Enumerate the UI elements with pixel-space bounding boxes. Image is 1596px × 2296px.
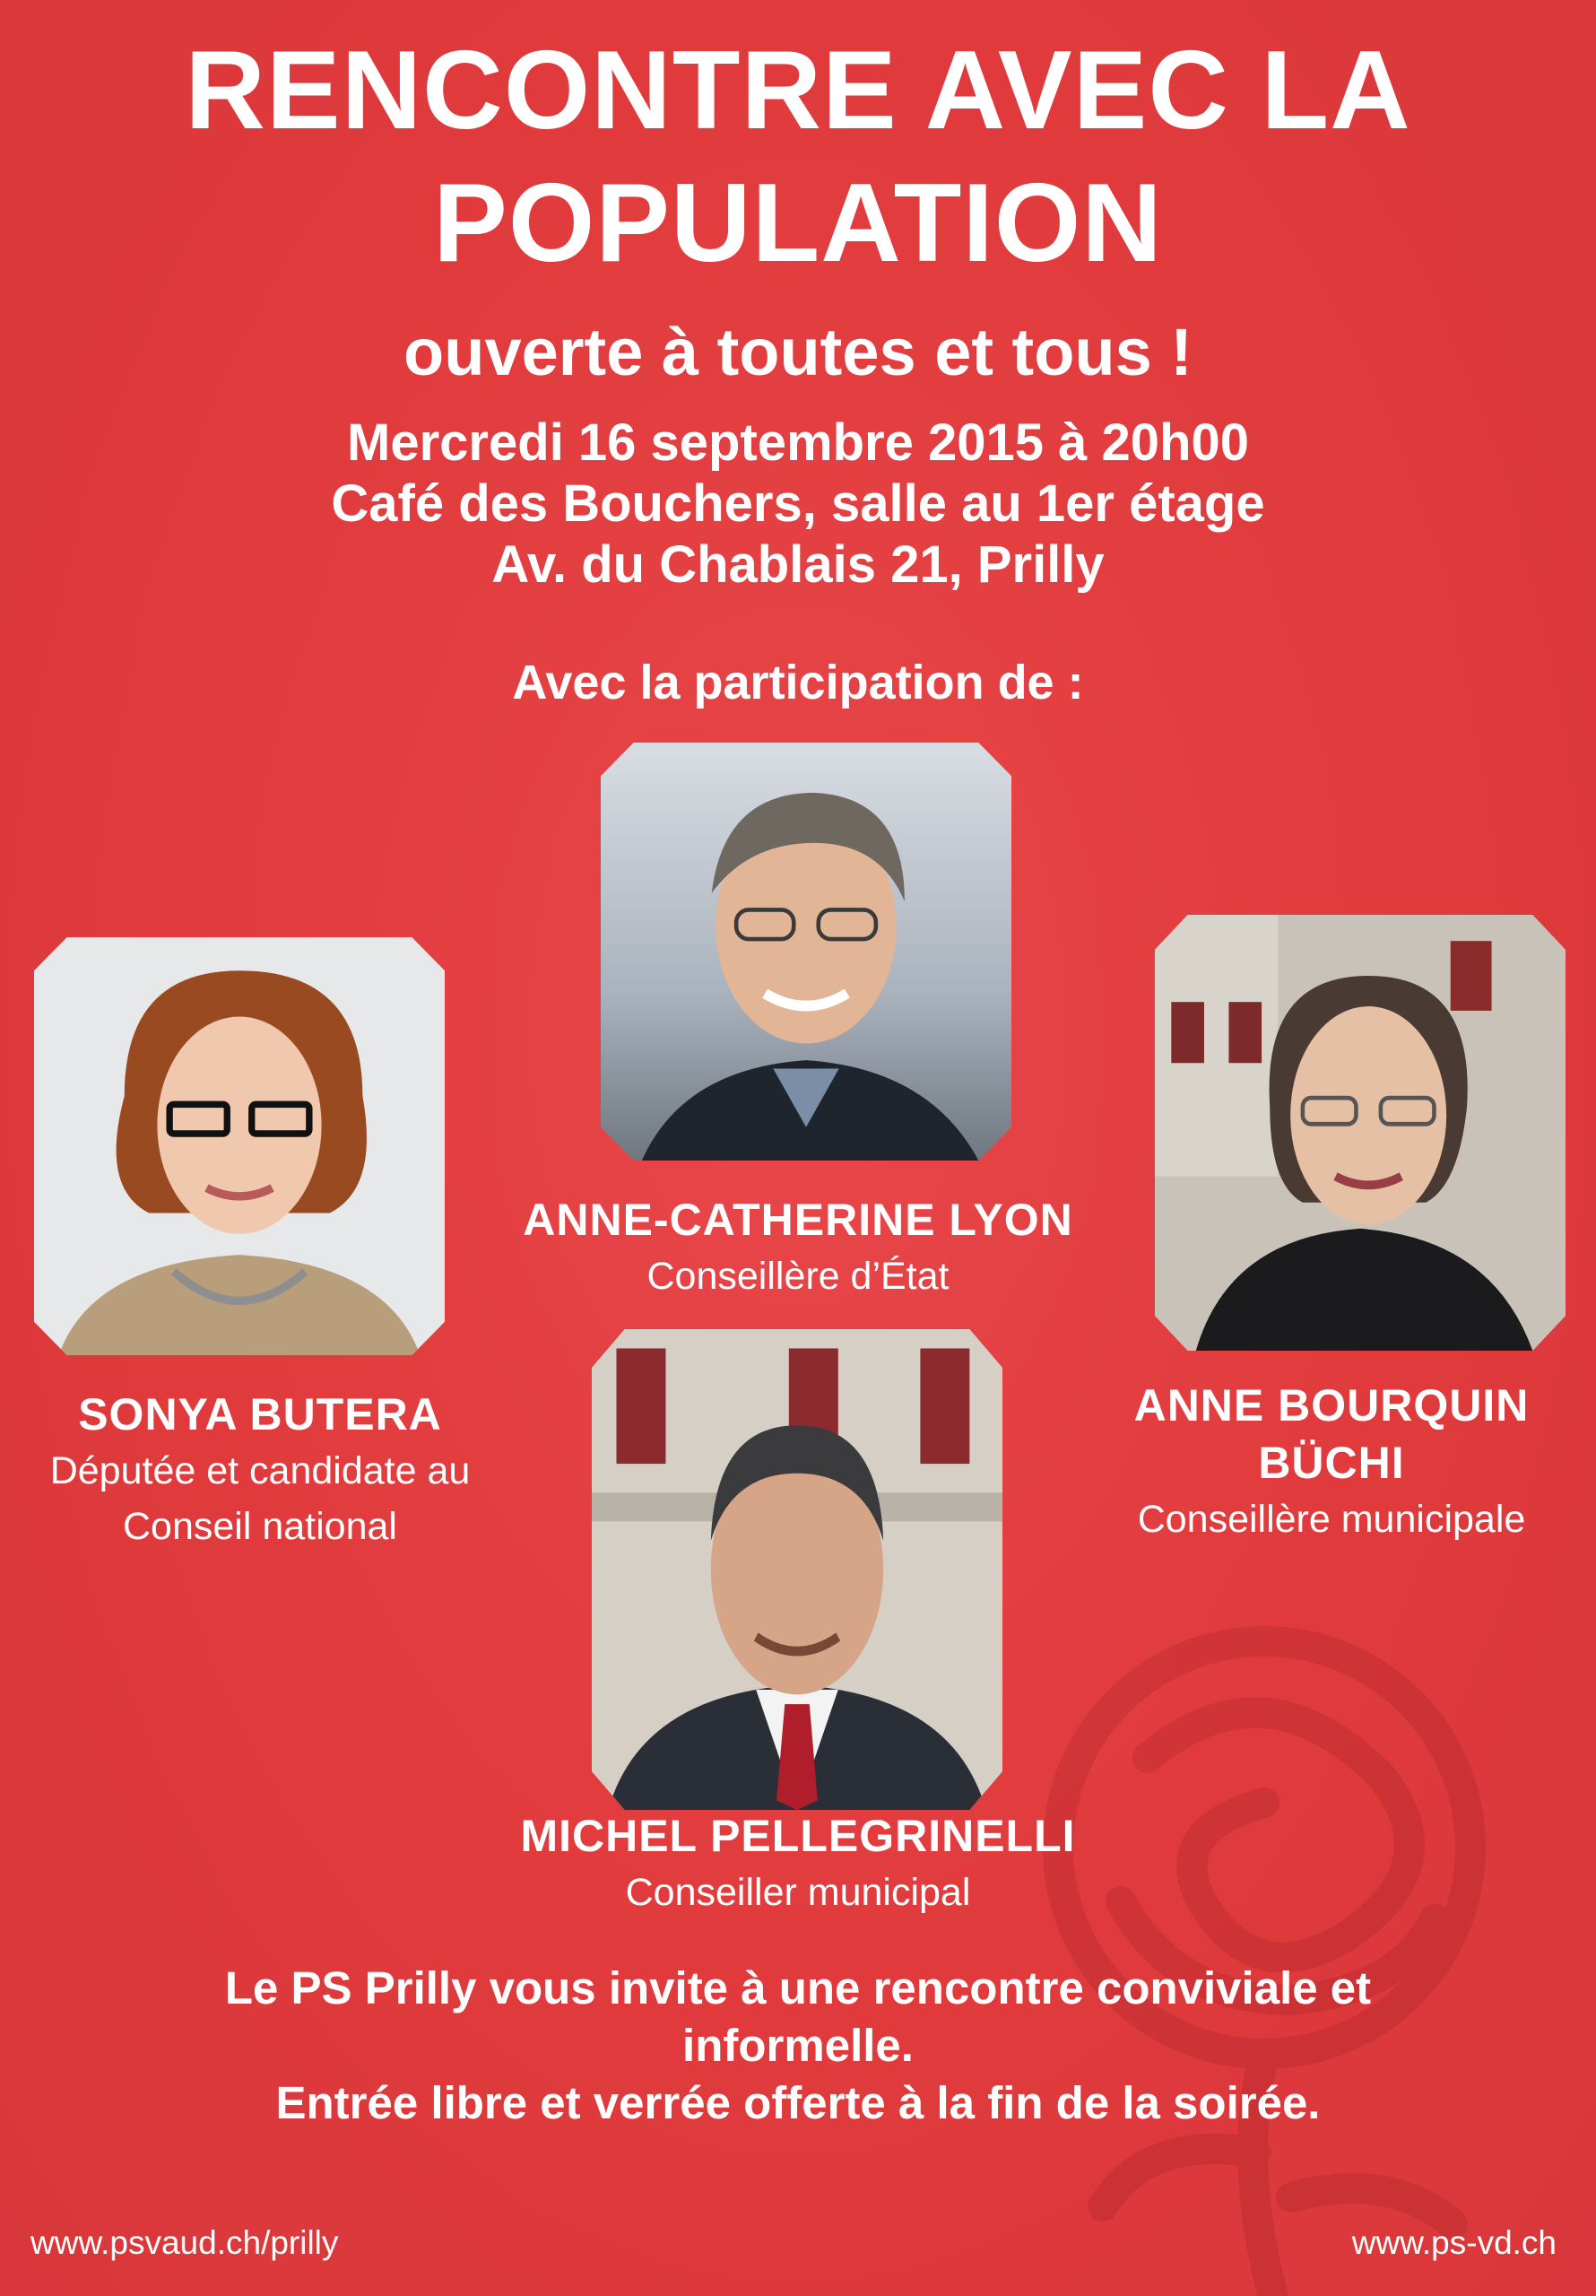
- url-ps-vd[interactable]: www.ps-vd.ch: [1351, 2224, 1557, 2261]
- event-info: [0, 413, 1596, 596]
- speaker-butera-role-2: Conseil national: [123, 1505, 397, 1548]
- title-line-2: POPULATION: [433, 161, 1163, 285]
- speaker-pellegrinelli-name: MICHEL PELLEGRINELLI: [520, 1811, 1076, 1861]
- photo-michel-pellegrinelli: [592, 1329, 1002, 1810]
- invitation-text: [0, 1960, 1596, 2132]
- invitation-line-2: informelle.: [682, 2020, 914, 2071]
- event-date: Mercredi 16 septembre 2015 à 20h00: [347, 413, 1249, 472]
- speaker-lyon-role: Conseillère d’État: [646, 1255, 950, 1298]
- speaker-butera-caption: [0, 1386, 520, 1554]
- participation-heading: Avec la participation de :: [512, 656, 1084, 709]
- invitation-line-1: Le PS Prilly vous invite à une rencontre conviviale et: [224, 1962, 1372, 2013]
- rose-logo-watermark: [968, 1578, 1596, 2296]
- title-line-1: RENCONTRE AVEC LA: [185, 29, 1411, 152]
- photo-sonya-butera: [34, 937, 445, 1355]
- speaker-butera-name: SONYA BUTERA: [78, 1389, 442, 1439]
- speaker-pellegrinelli-role: Conseiller municipal: [625, 1871, 971, 1914]
- speaker-lyon-name: ANNE-CATHERINE LYON: [523, 1195, 1073, 1245]
- event-address: Av. du Chablais 21, Prilly: [491, 535, 1105, 594]
- invitation-line-3: Entrée libre et verrée offerte à la fin de la soirée.: [275, 2077, 1321, 2128]
- photo-anne-catherine-lyon: [601, 743, 1011, 1161]
- speaker-bourquin-name-1: ANNE BOURQUIN: [1133, 1380, 1530, 1431]
- speaker-bourquin-caption: [1067, 1377, 1596, 1547]
- subtitle: ouverte à toutes et tous !: [403, 315, 1193, 389]
- speaker-lyon-caption: [412, 1191, 1184, 1304]
- speaker-butera-role-1: Députée et candidate au: [49, 1449, 471, 1492]
- speaker-bourquin-name-2: BÜCHI: [1258, 1438, 1405, 1488]
- speaker-pellegrinelli-caption: [395, 1807, 1201, 1920]
- speaker-bourquin-role: Conseillère municipale: [1137, 1498, 1526, 1541]
- photo-anne-bourquin-buchi: [1155, 915, 1566, 1351]
- url-psvaud-prilly[interactable]: www.psvaud.ch/prilly: [30, 2224, 339, 2261]
- event-venue: Café des Bouchers, salle au 1er étage: [331, 474, 1265, 533]
